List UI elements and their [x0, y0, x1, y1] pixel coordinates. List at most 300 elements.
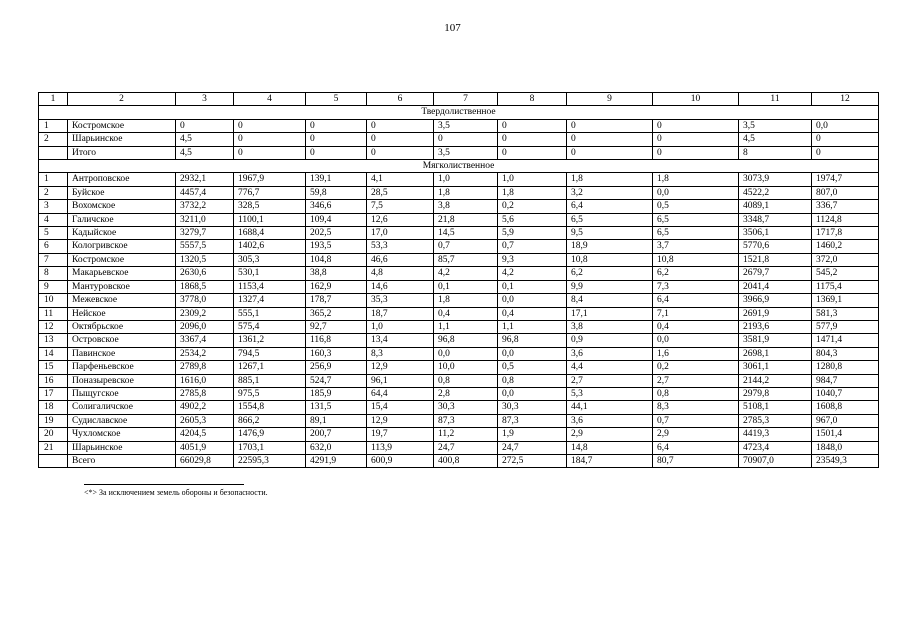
value-cell: 0,0	[812, 119, 879, 132]
table-row	[39, 119, 879, 132]
value-cell: 8,3	[367, 347, 434, 360]
value-cell: 1369,1	[812, 294, 879, 307]
row-name-cell: Галичское	[68, 213, 176, 226]
value-cell: 10,0	[434, 361, 498, 374]
value-cell: 1,8	[498, 186, 567, 199]
value-cell: 9,9	[567, 280, 653, 293]
row-index-cell: 4	[39, 213, 68, 226]
value-cell: 530,1	[234, 267, 306, 280]
page-number: 107	[444, 22, 461, 34]
value-cell: 4,5	[176, 146, 234, 159]
row-name-cell: Нейское	[68, 307, 176, 320]
value-cell: 1476,9	[234, 428, 306, 441]
value-cell: 3,8	[434, 200, 498, 213]
value-cell: 1327,4	[234, 294, 306, 307]
value-cell: 89,1	[306, 414, 367, 427]
value-cell: 0,2	[498, 200, 567, 213]
value-cell: 104,8	[306, 253, 367, 266]
row-name-cell: Макарьевское	[68, 267, 176, 280]
row-name-cell: Островское	[68, 334, 176, 347]
value-cell: 2096,0	[176, 320, 234, 333]
value-cell: 5557,5	[176, 240, 234, 253]
value-cell: 30,3	[434, 401, 498, 414]
value-cell: 5	[306, 93, 367, 106]
value-cell: 160,3	[306, 347, 367, 360]
value-cell: 0,0	[498, 294, 567, 307]
row-name-cell: Солигаличское	[68, 401, 176, 414]
row-name-cell: Шарьинское	[68, 441, 176, 454]
value-cell: 5108,1	[739, 401, 812, 414]
value-cell: 0,8	[434, 374, 498, 387]
value-cell: 7,1	[653, 307, 739, 320]
value-cell: 0,7	[653, 414, 739, 427]
value-cell: 1848,0	[812, 441, 879, 454]
value-cell: 0	[234, 119, 306, 132]
value-cell: 3,6	[567, 414, 653, 427]
footnote-divider	[84, 484, 244, 485]
table-row	[39, 414, 879, 427]
row-index-cell: 10	[39, 294, 68, 307]
value-cell: 1,6	[653, 347, 739, 360]
value-cell: 0	[653, 119, 739, 132]
value-cell: 5,9	[498, 227, 567, 240]
value-cell: 17,0	[367, 227, 434, 240]
value-cell: 64,4	[367, 387, 434, 400]
value-cell: 10,8	[567, 253, 653, 266]
value-cell: 1124,8	[812, 213, 879, 226]
value-cell: 1402,6	[234, 240, 306, 253]
value-cell: 1,0	[498, 173, 567, 186]
value-cell: 1,9	[498, 428, 567, 441]
value-cell: 193,5	[306, 240, 367, 253]
value-cell: 1040,7	[812, 387, 879, 400]
value-cell: 0	[306, 119, 367, 132]
value-cell: 581,3	[812, 307, 879, 320]
value-cell: 3,8	[567, 320, 653, 333]
value-cell: 0	[498, 133, 567, 146]
row-name-cell: Антроповское	[68, 173, 176, 186]
value-cell: 1717,8	[812, 227, 879, 240]
value-cell: 9	[567, 93, 653, 106]
row-name-cell: Октябрьское	[68, 320, 176, 333]
row-index-cell: 8	[39, 267, 68, 280]
row-index-cell: 2	[39, 186, 68, 199]
value-cell: 13,4	[367, 334, 434, 347]
table-row	[39, 146, 879, 159]
value-cell: 3	[176, 93, 234, 106]
value-cell: 178,7	[306, 294, 367, 307]
value-cell: 256,9	[306, 361, 367, 374]
value-cell: 1521,8	[739, 253, 812, 266]
value-cell: 0	[176, 119, 234, 132]
value-cell: 3778,0	[176, 294, 234, 307]
value-cell: 6,4	[653, 294, 739, 307]
row-name-cell: Вохомское	[68, 200, 176, 213]
value-cell: 0	[812, 133, 879, 146]
value-cell: 3279,7	[176, 227, 234, 240]
value-cell: 1,1	[434, 320, 498, 333]
value-cell: 5770,6	[739, 240, 812, 253]
value-cell: 2979,8	[739, 387, 812, 400]
value-cell: 3211,0	[176, 213, 234, 226]
value-cell: 96,1	[367, 374, 434, 387]
row-name-cell: Костромское	[68, 253, 176, 266]
value-cell: 9,5	[567, 227, 653, 240]
value-cell: 0	[367, 133, 434, 146]
value-cell: 113,9	[367, 441, 434, 454]
value-cell: 2698,1	[739, 347, 812, 360]
value-cell: 7,3	[653, 280, 739, 293]
section-row-hard	[39, 106, 879, 119]
row-index-cell: 1	[39, 93, 68, 106]
value-cell: 4522,2	[739, 186, 812, 199]
value-cell: 4,5	[176, 133, 234, 146]
value-cell: 1,8	[567, 173, 653, 186]
value-cell: 46,6	[367, 253, 434, 266]
value-cell: 3966,9	[739, 294, 812, 307]
value-cell: 0,4	[498, 307, 567, 320]
value-cell: 0,4	[434, 307, 498, 320]
value-cell: 0	[234, 133, 306, 146]
value-cell: 12,6	[367, 213, 434, 226]
value-cell: 3,5	[739, 119, 812, 132]
table-row	[39, 294, 879, 307]
row-name-cell: Межевское	[68, 294, 176, 307]
value-cell: 2,7	[653, 374, 739, 387]
row-index-cell: 9	[39, 280, 68, 293]
value-cell: 0,0	[653, 186, 739, 199]
value-cell: 804,3	[812, 347, 879, 360]
value-cell: 4,2	[498, 267, 567, 280]
value-cell: 0,1	[434, 280, 498, 293]
value-cell: 162,9	[306, 280, 367, 293]
value-cell: 5,3	[567, 387, 653, 400]
value-cell: 3,5	[434, 146, 498, 159]
value-cell: 4204,5	[176, 428, 234, 441]
value-cell: 11	[739, 93, 812, 106]
value-cell: 0,5	[653, 200, 739, 213]
value-cell: 87,3	[434, 414, 498, 427]
value-cell: 202,5	[306, 227, 367, 240]
value-cell: 38,8	[306, 267, 367, 280]
row-name-cell: Итого	[68, 146, 176, 159]
section-row-soft	[39, 160, 879, 173]
value-cell: 975,5	[234, 387, 306, 400]
row-index-cell: 1	[39, 119, 68, 132]
value-cell: 3506,1	[739, 227, 812, 240]
value-cell: 4,4	[567, 361, 653, 374]
value-cell: 0,7	[498, 240, 567, 253]
value-cell: 1,0	[434, 173, 498, 186]
value-cell: 12	[812, 93, 879, 106]
value-cell: 0,0	[653, 334, 739, 347]
value-cell: 2041,4	[739, 280, 812, 293]
row-index-cell: 16	[39, 374, 68, 387]
value-cell: 2679,7	[739, 267, 812, 280]
row-name-cell: Шарьинское	[68, 133, 176, 146]
value-cell: 1267,1	[234, 361, 306, 374]
value-cell: 2630,6	[176, 267, 234, 280]
value-cell: 776,7	[234, 186, 306, 199]
value-cell: 1,8	[434, 294, 498, 307]
table-row	[39, 374, 879, 387]
value-cell: 12,9	[367, 414, 434, 427]
value-cell: 0,4	[653, 320, 739, 333]
forest-data-table	[38, 92, 879, 468]
value-cell: 184,7	[567, 454, 653, 467]
value-cell: 7,5	[367, 200, 434, 213]
value-cell: 0	[434, 133, 498, 146]
table-row	[39, 320, 879, 333]
value-cell: 1616,0	[176, 374, 234, 387]
value-cell: 0	[567, 146, 653, 159]
value-cell: 1361,2	[234, 334, 306, 347]
value-cell: 53,3	[367, 240, 434, 253]
value-cell: 2309,2	[176, 307, 234, 320]
value-cell: 1688,4	[234, 227, 306, 240]
value-cell: 4,8	[367, 267, 434, 280]
value-cell: 2193,6	[739, 320, 812, 333]
value-cell: 0	[234, 146, 306, 159]
value-cell: 1703,1	[234, 441, 306, 454]
row-index-cell: 5	[39, 227, 68, 240]
value-cell: 4723,4	[739, 441, 812, 454]
table-body	[39, 93, 879, 468]
row-index-cell: 7	[39, 253, 68, 266]
value-cell: 3732,2	[176, 200, 234, 213]
value-cell: 0	[306, 133, 367, 146]
value-cell: 866,2	[234, 414, 306, 427]
total-row	[39, 454, 879, 467]
row-name-cell: Буйское	[68, 186, 176, 199]
table-row	[39, 334, 879, 347]
value-cell: 400,8	[434, 454, 498, 467]
value-cell: 1280,8	[812, 361, 879, 374]
value-cell: 35,3	[367, 294, 434, 307]
row-index-cell: 15	[39, 361, 68, 374]
value-cell: 2144,2	[739, 374, 812, 387]
value-cell: 328,5	[234, 200, 306, 213]
value-cell: 1974,7	[812, 173, 879, 186]
footnote: <*> За исключением земель обороны и безопасности.	[84, 488, 268, 497]
row-index-cell: 12	[39, 320, 68, 333]
value-cell: 6,4	[567, 200, 653, 213]
row-index-cell: 3	[39, 200, 68, 213]
value-cell: 96,8	[498, 334, 567, 347]
value-cell: 3581,9	[739, 334, 812, 347]
row-index-cell: 18	[39, 401, 68, 414]
value-cell: 346,6	[306, 200, 367, 213]
row-name-cell: Поназыревское	[68, 374, 176, 387]
value-cell: 0	[306, 146, 367, 159]
table-row	[39, 387, 879, 400]
value-cell: 12,9	[367, 361, 434, 374]
row-name-cell: Мантуровское	[68, 280, 176, 293]
value-cell: 632,0	[306, 441, 367, 454]
value-cell: 272,5	[498, 454, 567, 467]
value-cell: 7	[434, 93, 498, 106]
value-cell: 15,4	[367, 401, 434, 414]
table-row	[39, 186, 879, 199]
value-cell: 2932,1	[176, 173, 234, 186]
value-cell: 3,5	[434, 119, 498, 132]
row-name-cell: 2	[68, 93, 176, 106]
table-row	[39, 267, 879, 280]
value-cell: 6,5	[567, 213, 653, 226]
row-index-cell: 6	[39, 240, 68, 253]
value-cell: 794,5	[234, 347, 306, 360]
value-cell: 305,3	[234, 253, 306, 266]
value-cell: 0,1	[498, 280, 567, 293]
value-cell: 372,0	[812, 253, 879, 266]
value-cell: 0	[653, 146, 739, 159]
value-cell: 14,8	[567, 441, 653, 454]
value-cell: 4,1	[367, 173, 434, 186]
value-cell: 0,0	[498, 347, 567, 360]
table-row	[39, 347, 879, 360]
value-cell: 1175,4	[812, 280, 879, 293]
value-cell: 4089,1	[739, 200, 812, 213]
value-cell: 18,7	[367, 307, 434, 320]
row-name-cell: Кологривское	[68, 240, 176, 253]
value-cell: 4	[234, 93, 306, 106]
value-cell: 6,5	[653, 227, 739, 240]
row-index-cell	[39, 454, 68, 467]
value-cell: 1608,8	[812, 401, 879, 414]
table-row	[39, 133, 879, 146]
value-cell: 1,8	[653, 173, 739, 186]
row-index-cell: 17	[39, 387, 68, 400]
value-cell: 1,8	[434, 186, 498, 199]
value-cell: 1967,9	[234, 173, 306, 186]
value-cell: 967,0	[812, 414, 879, 427]
value-cell: 0,9	[567, 334, 653, 347]
value-cell: 200,7	[306, 428, 367, 441]
value-cell: 22595,3	[234, 454, 306, 467]
value-cell: 1,0	[367, 320, 434, 333]
value-cell: 116,8	[306, 334, 367, 347]
value-cell: 28,5	[367, 186, 434, 199]
value-cell: 1100,1	[234, 213, 306, 226]
value-cell: 8	[498, 93, 567, 106]
value-cell: 3367,4	[176, 334, 234, 347]
value-cell: 524,7	[306, 374, 367, 387]
table-row	[39, 240, 879, 253]
value-cell: 4457,4	[176, 186, 234, 199]
table-row	[39, 401, 879, 414]
row-index-cell: 19	[39, 414, 68, 427]
value-cell: 4051,9	[176, 441, 234, 454]
value-cell: 0,5	[498, 361, 567, 374]
table-row	[39, 200, 879, 213]
value-cell: 600,9	[367, 454, 434, 467]
value-cell: 23549,3	[812, 454, 879, 467]
table-row	[39, 280, 879, 293]
value-cell: 0,2	[653, 361, 739, 374]
value-cell: 2,8	[434, 387, 498, 400]
section-heading: Мягколиственное	[39, 160, 879, 173]
row-name-cell: Парфеньевское	[68, 361, 176, 374]
value-cell: 6,5	[653, 213, 739, 226]
value-cell: 0,8	[498, 374, 567, 387]
section-heading: Твердолиственное	[39, 106, 879, 119]
row-index-cell: 2	[39, 133, 68, 146]
value-cell: 0	[567, 133, 653, 146]
table-row	[39, 213, 879, 226]
value-cell: 885,1	[234, 374, 306, 387]
value-cell: 44,1	[567, 401, 653, 414]
value-cell: 2785,3	[739, 414, 812, 427]
value-cell: 17,1	[567, 307, 653, 320]
value-cell: 4419,3	[739, 428, 812, 441]
value-cell: 0	[498, 119, 567, 132]
value-cell: 3,6	[567, 347, 653, 360]
value-cell: 19,7	[367, 428, 434, 441]
table-row	[39, 361, 879, 374]
row-index-cell: 14	[39, 347, 68, 360]
value-cell: 2,7	[567, 374, 653, 387]
value-cell: 1554,8	[234, 401, 306, 414]
value-cell: 3348,7	[739, 213, 812, 226]
value-cell: 0	[653, 133, 739, 146]
row-name-cell: Костромское	[68, 119, 176, 132]
value-cell: 30,3	[498, 401, 567, 414]
value-cell: 6,2	[653, 267, 739, 280]
value-cell: 0,0	[498, 387, 567, 400]
value-cell: 1868,5	[176, 280, 234, 293]
value-cell: 4902,2	[176, 401, 234, 414]
value-cell: 0,8	[653, 387, 739, 400]
value-cell: 4,2	[434, 267, 498, 280]
value-cell: 807,0	[812, 186, 879, 199]
value-cell: 59,8	[306, 186, 367, 199]
value-cell: 577,9	[812, 320, 879, 333]
value-cell: 185,9	[306, 387, 367, 400]
value-cell: 4,5	[739, 133, 812, 146]
value-cell: 0	[498, 146, 567, 159]
value-cell: 2,9	[567, 428, 653, 441]
row-index-cell: 13	[39, 334, 68, 347]
table-row	[39, 428, 879, 441]
value-cell: 6,4	[653, 441, 739, 454]
value-cell: 9,3	[498, 253, 567, 266]
value-cell: 2534,2	[176, 347, 234, 360]
value-cell: 1320,5	[176, 253, 234, 266]
value-cell: 139,1	[306, 173, 367, 186]
value-cell: 0,7	[434, 240, 498, 253]
value-cell: 3,2	[567, 186, 653, 199]
table-row	[39, 307, 879, 320]
value-cell: 24,7	[498, 441, 567, 454]
value-cell: 8,3	[653, 401, 739, 414]
value-cell: 85,7	[434, 253, 498, 266]
value-cell: 4291,9	[306, 454, 367, 467]
row-index-cell: 11	[39, 307, 68, 320]
row-index-cell: 21	[39, 441, 68, 454]
value-cell: 545,2	[812, 267, 879, 280]
value-cell: 10	[653, 93, 739, 106]
value-cell: 365,2	[306, 307, 367, 320]
value-cell: 109,4	[306, 213, 367, 226]
value-cell: 24,7	[434, 441, 498, 454]
table-row	[39, 253, 879, 266]
row-name-cell: Чухломское	[68, 428, 176, 441]
value-cell: 8,4	[567, 294, 653, 307]
table-row	[39, 173, 879, 186]
value-cell: 18,9	[567, 240, 653, 253]
value-cell: 80,7	[653, 454, 739, 467]
value-cell: 3073,9	[739, 173, 812, 186]
